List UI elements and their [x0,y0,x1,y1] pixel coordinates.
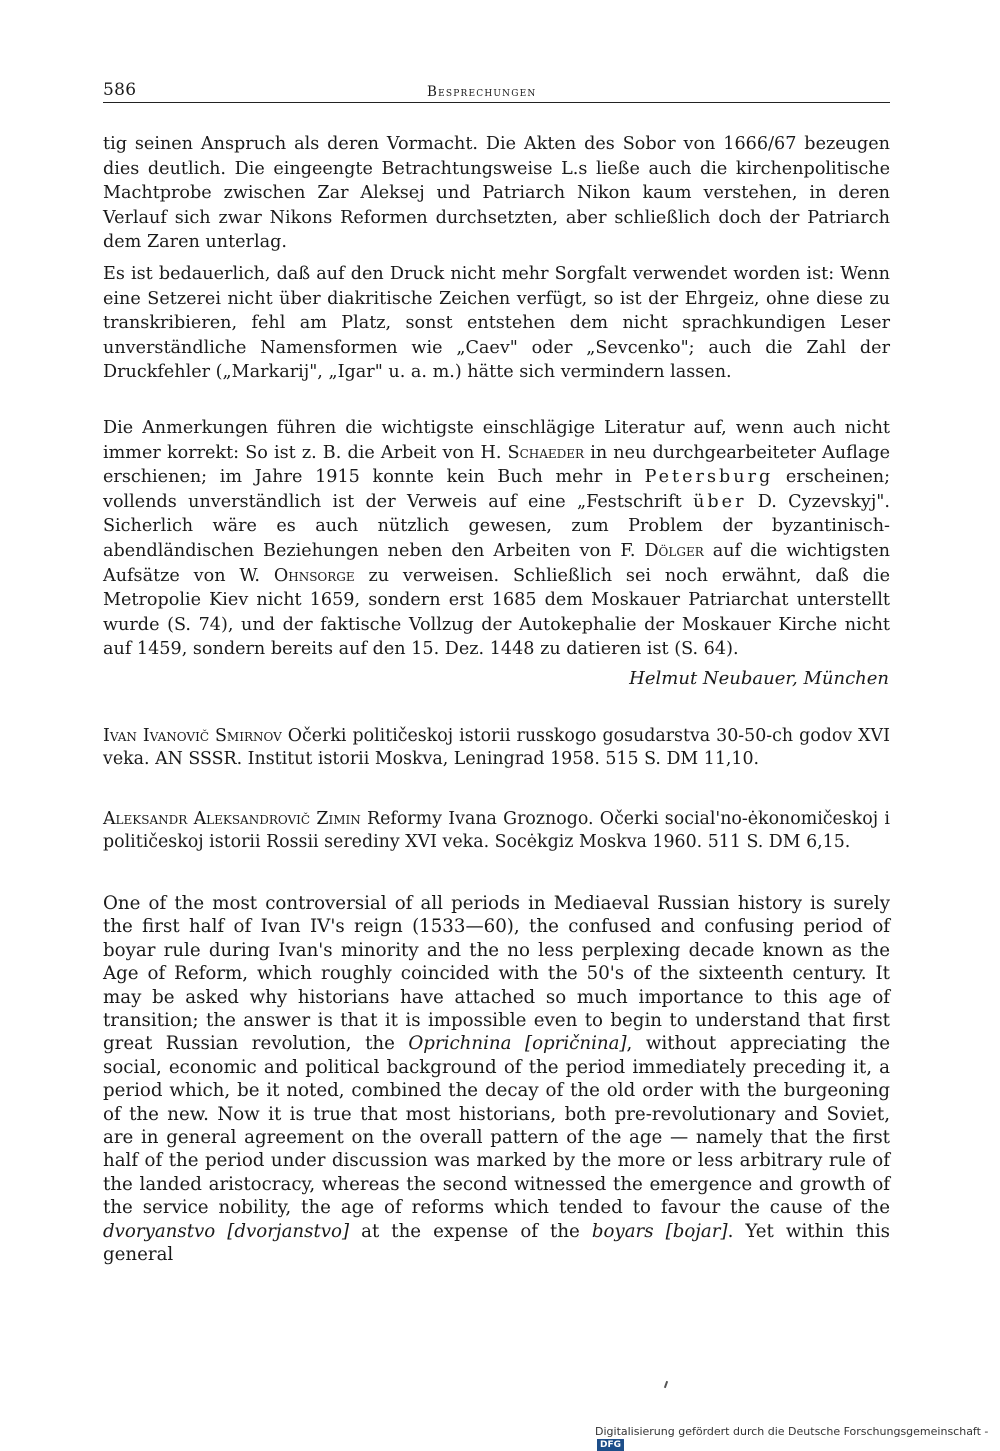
p3-text-f: zu verweisen. Schließlich sei noch erwähnt, daß die Metropolie Kiev nicht 1659, sondern erst 1685 dem Moskauer Patriarchat unterstellt wurde (S. 74), und der faktische Vollzug der Autokephalie der Moskauer Kirche nicht auf 1459, sondern bereits auf den 15. Dez. 1448 zu datieren ist (S. 64). [103,565,890,660]
english-text-b: , without appreciating the social, economic and political background of the period immediately preceding it, a period which, be it noted, combined the decay of the old order with the burgeoning of the new. Now it is true that most historians, both pre-revolutionary and Soviet, are in general agreement on the overall pattern of the age — namely that the first half of the period under discussion was marked by the more or less arbitrary rule of the landed aristocracy, whereas the second witnessed the emergence and growth of the service nobility, the age of reforms which tended to favour the cause of the [103,1033,890,1219]
page-header [103,80,890,104]
author-name-doelger: Dölger [644,540,704,561]
term-boyars: boyars [bojar] [591,1220,728,1242]
author-name-ohnsorge: Ohnsorge [273,565,355,586]
reference-author: Ivan Ivanovič Smirnov [103,726,282,746]
reference-entry [103,725,890,770]
spaced-petersburg: Petersburg [644,467,774,488]
reviewer-signature: Helmut Neubauer, München [629,668,889,689]
p3-text-d: D. Cyzevskyj". Sicherlich wäre es auch nützlich gewesen, zum Problem der byzantinisch-abendländischen Beziehungen neben den Arbeiten von F. [103,491,890,561]
paragraph-1: tig seinen Anspruch als deren Vormacht. Die Akten des Sobor von 1666/67 bezeugen dies deutlich. Die eingeengte Betrachtungsweise L.s ließe auch die kirchenpolitische Machtprobe zwischen Zar Aleksej und Patriarch Nikon kaum verstehen, in deren Verlauf sich zwar Nikons Reformen durchsetzten, aber schließlich doch der Patriarch dem Zaren unterlag. [103,134,890,253]
p3-text-a: Die Anmerkungen führen die wichtigste einschlägige Literatur auf, wenn auch nicht immer korrekt: So ist z. B. die Arbeit von H. [103,418,890,463]
english-text-c: at the expense of the [349,1220,592,1242]
paragraph-2: Es ist bedauerlich, daß auf den Druck nicht mehr Sorgfalt verwendet worden ist: Wenn eine Setzerei nicht über diakritische Zeichen verfügt, so ist der Ehrgeiz, ohne diese zu transkribieren, fehl am Platz, sonst entstehen dem nicht sprachkundigen Leser unverständliche Namensformen wie „Caev" oder „Sevcenko"; auch die Zahl der Druckfehler („Markarij", „Igar" u. a. m.) hätte sich vermindern lassen. [103,264,890,383]
digitization-footer [595,1425,1000,1451]
term-dvoryanstvo: dvoryanstvo [dvorjanstvo] [103,1220,350,1242]
header-rule [103,102,890,103]
p3-text-c: erscheinen; vollends unverständlich ist der Verweis auf eine „Festschrift [103,467,891,512]
running-head: Besprechungen [427,84,537,100]
p3-text-b: in neu durchgearbeiteter Auflage erschienen; im Jahre 1915 konnte kein Buch mehr in [103,442,890,488]
reference-text: Reformy Ivana Groznogo. Očerki social'no-ėkonomičeskoj i političeskoj istorii Rossii serediny XVI veka. Socėkgiz Moskva 1960. 511 S. DM 6,15. [103,809,890,852]
reference-entry [103,808,890,853]
spaced-ueber: über [693,491,747,512]
scan-speck [664,1381,668,1388]
page-number: 586 [103,80,137,100]
term-oprichnina: Oprichnina [opričnina] [408,1033,627,1055]
dfg-logo-icon: DFG [597,1439,624,1451]
author-name-schaeder: Schaeder [507,442,585,463]
english-text-d: . Yet within this general [103,1220,890,1266]
p3-text-e: auf die wichtigsten Aufsätze von W. [103,540,890,586]
english-paragraph [103,892,890,1267]
english-text-a: One of the most controversial of all periods in Mediaeval Russian history is surely the first half of Ivan IV's reign (1533—60), the confused and confusing period of boyar rule during Ivan's minority and the no less perplexing decade known as the Age of Reform, which roughly coincided with the 50's of the sixteenth century. It may be asked why historians have attached so much importance to this age of transition; the answer is that it is impossible even to begin to understand that first great Russian revolution, the [103,893,890,1055]
reference-author: Aleksandr Aleksandrovič Zimin [103,809,361,829]
footer-text: Digitalisierung gefördert durch die Deutsche Forschungsgemeinschaft - [595,1425,989,1438]
reference-text: Očerki političeskoj istorii russkogo gosudarstva 30-50-ch godov XVI veka. AN SSSR. Institut istorii Moskva, Leningrad 1958. 515 S. DM 11,10. [103,726,890,769]
paragraph-3 [103,416,890,662]
